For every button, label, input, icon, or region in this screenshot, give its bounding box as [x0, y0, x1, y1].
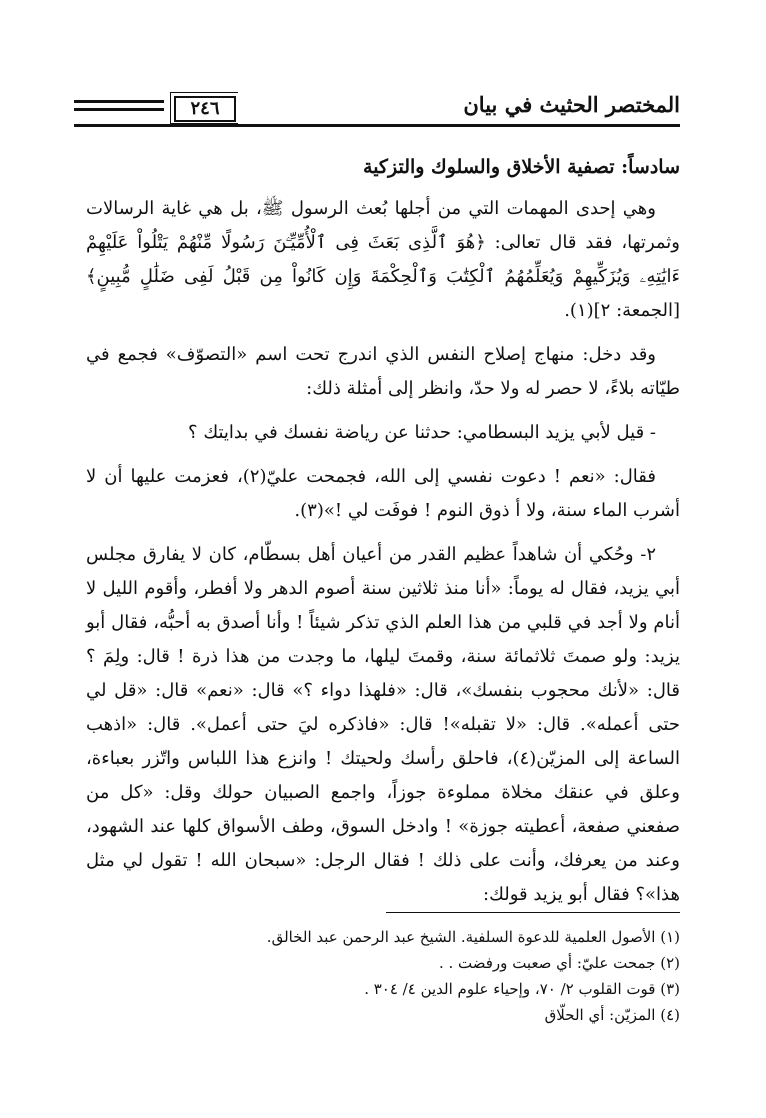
header-divider [74, 124, 680, 127]
page-header [74, 86, 680, 126]
paragraph: وقد دخل: منهاج إصلاح النفس الذي اندرج تحت اسم «التصوّف» فجمع في طيّاته بلاءً، لا حصر له ولا حدّ، وانظر إلى أمثلة ذلك: [86, 344, 680, 399]
footnotes [86, 924, 680, 1028]
header-decor-line [74, 108, 164, 111]
paragraph: وهي إحدى المهمات التي من أجلها بُعث الرسول ﷺ، بل هي غاية الرسالات وثمرتها، فقد قال تعالى: ﴿هُوَ ٱلَّذِى بَعَثَ فِى ٱلْأُمِّيِّـۧنَ رَسُولًا مِّنْهُمْ يَتْلُواْ عَلَيْهِمْ ءَايَٰتِهِۦ وَيُزَكِّيهِمْ وَيُعَلِّمُهُمُ ٱلْكِتَٰبَ وَٱلْحِكْمَةَ وَإِن كَانُواْ مِن قَبْلُ لَفِى ضَلَٰلٍ مُّبِينٍ﴾ [الجمعة: ٢](١). [86, 198, 680, 321]
paragraph: ٢- وحُكي أن شاهداً عظيم القدر من أعيان أهل بسطّام، كان لا يفارق مجلس أبي يزيد، فقال له يوماً: «أنا منذ ثلاثين سنة أصوم الدهر ولا أفطر، وأقوم الليل لا أنام ولا أجد في قلبي من هذا العلم الذي تذكر شيئاً ! وأنا أصدق به أحبُّه، فقال أبو يزيد: ولو صمتَ ثلاثمائة سنة، وقمتَ ليلها، ما وجدت من هذا ذرة ! قال: ولِمَ ؟ قال: «لأنك محجوب بنفسك»، قال: «فلهذا دواء ؟» قال: «نعم» قال: «قل لي حتى أعمله». قال: «لا تقبله»! قال: «فاذكره ليَ حتى أعمل». قال: «اذهب الساعة إلى المزيّن(٤)، فاحلق رأسك ولحيتك ! وانزع هذا اللباس واتّزر بعباءة، وعلق في عنقك مخلاة مملوءة جوزاً، واجمع الصبيان حولك وقل: «كل من صفعني صفعة، أعطيته جوزة» ! وادخل السوق، وطف الأسواق كلها عند الشهود، وعند من يعرفك، وأنت على ذلك ! فقال الرجل: «سبحان الله ! تقول لي مثل هذا»؟ فقال أبو يزيد قولك: [86, 544, 680, 905]
page-number: ٢٤٦ [174, 96, 236, 122]
section-heading: سادساً: تصفية الأخلاق والسلوك والتزكية [363, 156, 680, 178]
main-text [86, 150, 680, 922]
footnote: (٣) قوت القلوب ٢/ ٧٠، وإحياء علوم الدين ٤/ ٣٠٤ . [364, 980, 680, 998]
footnote: (١) الأصول العلمية للدعوة السلفية. الشيخ عبد الرحمن عبد الخالق. [266, 928, 680, 946]
header-decor-line [74, 100, 164, 103]
footnote-divider [386, 912, 680, 913]
paragraph: فقال: «نعم ! دعوت نفسي إلى الله، فجمحت عليّ(٢)، فعزمت عليها أن لا أشرب الماء سنة، ولا أ ذوق النوم ! فوفَت لي !»(٣). [86, 466, 680, 521]
running-title: المختصر الحثيث في بيان [463, 92, 680, 117]
footnote: (٢) جمحت عليّ: أي صعبت ورفضت . . [438, 954, 680, 972]
footnote: (٤) المزيّن: أي الحلّاق [544, 1006, 680, 1024]
paragraph: - قيل لأبي يزيد البسطامي: حدثنا عن رياضة نفسك في بدايتك ؟ [188, 422, 656, 443]
